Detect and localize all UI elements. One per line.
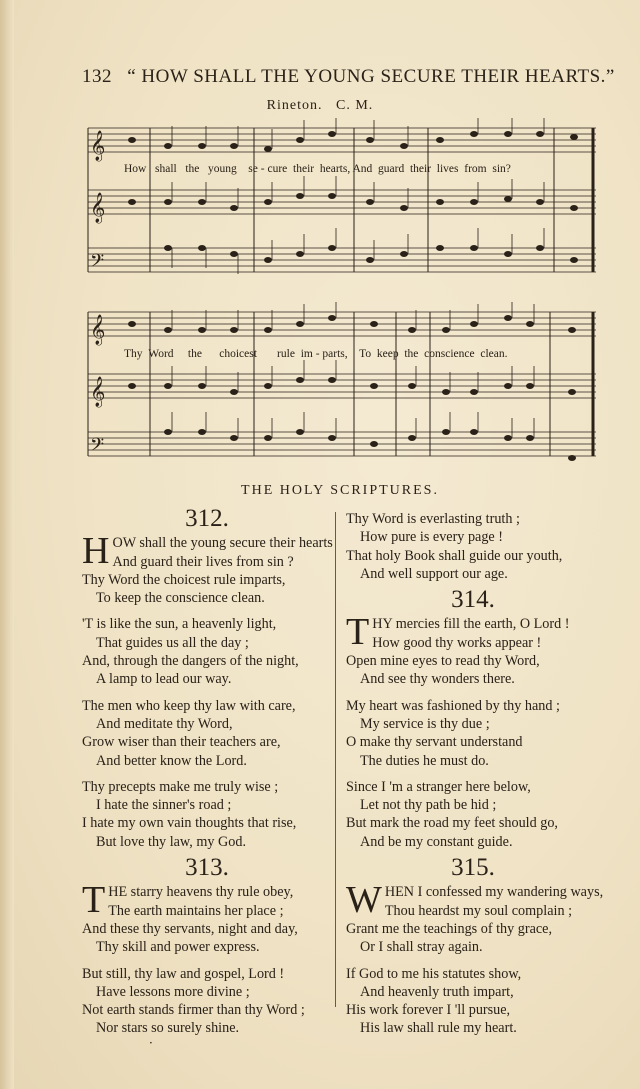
svg-text:𝄞: 𝄞	[90, 131, 106, 161]
section-title: THE HOLY SCRIPTURES.	[241, 483, 439, 498]
tune-meter: C. M.	[336, 98, 374, 113]
music-system-1	[84, 118, 600, 278]
drop-cap: T	[346, 611, 370, 654]
notes	[128, 315, 576, 461]
tune-name: Rineton.	[266, 98, 323, 113]
stanza: 'T is like the sun, a heavenly light, That guides us all the day ; And, through the dangers of the night, A lamp to lead our way.	[82, 616, 299, 688]
drop-cap: T	[82, 879, 106, 922]
right-column	[346, 510, 604, 1046]
hymn-number: 313.	[185, 854, 229, 882]
drop-cap: H	[82, 530, 110, 573]
note-stems	[172, 302, 534, 438]
bar-lines	[88, 312, 593, 456]
stanza: The men who keep thy law with care, And meditate thy Word, Grow wiser than their teachers are, And better know the Lord.	[82, 697, 296, 769]
left-column	[82, 506, 332, 1046]
svg-text:𝄞: 𝄞	[90, 315, 106, 345]
stanza: My heart was fashioned by thy hand ; My service is thy due ; O make thy servant understand The duties he must do.	[346, 697, 560, 769]
stanza: Thy precepts make me truly wise ; I hate the sinner's road ; I hate my own vain thoughts that rise, But love thy law, my God.	[82, 778, 297, 850]
system1-lyrics: How shall the young se - cure their hearts, And guard their lives from sin?	[124, 163, 511, 175]
hymn-number: 312.	[185, 505, 229, 532]
svg-text:𝄢: 𝄢	[90, 251, 105, 276]
stanza: T HY mercies fill the earth, O Lord ! How good thy works appear ! Open mine eyes to read thy Word, And see thy wonders there.	[346, 611, 570, 688]
stanza: Since I 'm a stranger here below, Let not thy path be hid ; But mark the road my feet should go, And be my constant guide.	[346, 778, 558, 850]
stanza: But still, thy law and gospel, Lord ! Have lessons more divine ; Not earth stands firmer than thy Word ; Nor stars so surely shine.	[82, 965, 305, 1037]
svg-text:𝄢: 𝄢	[90, 435, 105, 460]
page-number: 132	[82, 66, 112, 87]
notes	[128, 131, 578, 263]
bar-lines	[88, 128, 593, 272]
hymn-number: 314.	[451, 586, 495, 614]
ink-speck: ·	[149, 1036, 153, 1050]
page-edge	[0, 0, 14, 1089]
stanza: H OW shall the young secure their hearts And guard their lives from sin ? Thy Word the choicest rule imparts, To keep the conscience clean.	[82, 530, 333, 607]
clefs	[90, 130, 105, 276]
clefs	[90, 314, 105, 460]
stanza: If God to me his statutes show, And heavenly truth impart, His work forever I 'll pursue, His law shall rule my heart.	[346, 965, 522, 1037]
stanza: W HEN I confessed my wandering ways, Thou heardst my soul complain ; Grant me the teachings of thy grace, Or I shall stray again.	[346, 879, 604, 956]
music-system-2	[84, 302, 600, 462]
stanza: T HE starry heavens thy rule obey, The earth maintains her place ; And these thy servants, night and day, Thy skill and power express.	[82, 879, 298, 956]
hymn-number: 315.	[451, 854, 495, 882]
column-divider	[335, 512, 336, 1007]
running-header	[82, 66, 615, 88]
stanza: Thy Word is everlasting truth ; How pure is every page ! That holy Book shall guide our youth, And well support our age.	[346, 511, 563, 582]
staff-lines	[88, 312, 596, 456]
tune-heading	[0, 98, 640, 114]
drop-cap: W	[346, 879, 382, 922]
svg-text:𝄞: 𝄞	[90, 377, 106, 407]
svg-text:𝄞: 𝄞	[90, 193, 106, 223]
system2-lyrics: Thy Word the choicest rule im - parts, To keep the conscience clean.	[124, 348, 508, 360]
staff-lines	[88, 128, 596, 272]
page-title: “ HOW SHALL THE YOUNG SECURE THEIR HEARTS.”	[127, 66, 615, 87]
